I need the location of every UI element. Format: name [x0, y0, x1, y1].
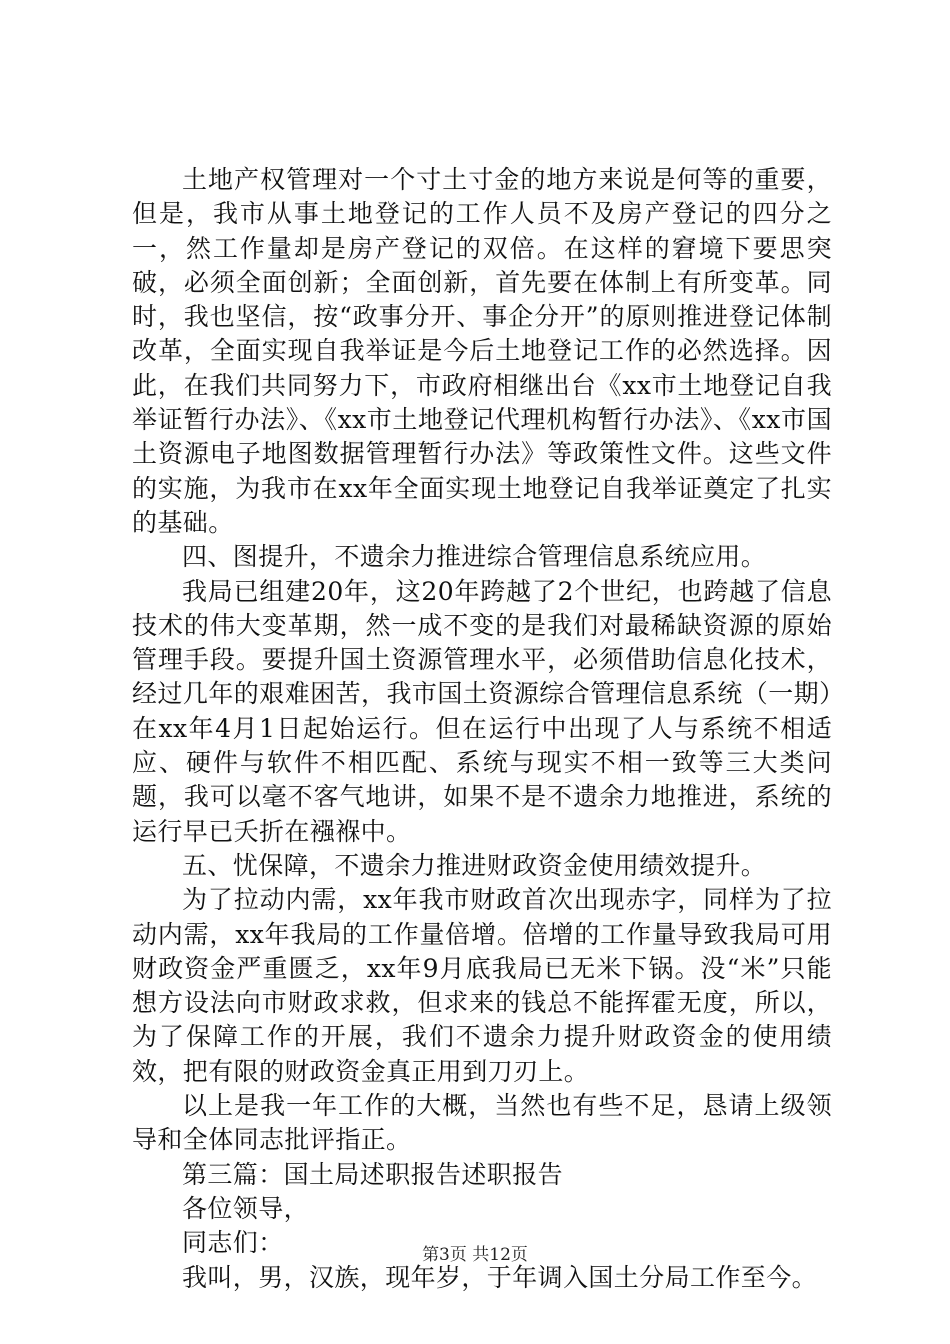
paragraph-land-registration: 土地产权管理对一个寸土寸金的地方来说是何等的重要，但是，我市从事土地登记的工作人员不及房产登记的四分之一，然工作量却是房产登记的双倍。在这样的窘境下要思突破，必须全面创新；全面创新，首先要在体制上有所变革。同时，我也坚信，按“政事分开、事企分开”的原则推进登记体制改革，全面实现自我举证是今后土地登记工作的必然选择。因此，在我们共同努力下，市政府相继出台《xx市土地登记自我举证暂行办法》、《xx市土地登记代理机构暂行办法》、《xx市国土资源电子地图数据管理暂行办法》等政策性文件。这些文件的实施，为我市在xx年全面实现土地登记自我举证奠定了扎实的基础。 — [132, 165, 832, 537]
heading-information-system: 四、图提升，不遗余力推进综合管理信息系统应用。 — [182, 542, 767, 572]
paragraph-self-introduction: 我叫，男，汉族，现年岁，于年调入国土分局工作至今。 — [182, 1262, 818, 1292]
page-number-footer: 第3页 共12页 — [422, 1245, 528, 1265]
salutation-comrades: 同志们： — [182, 1228, 284, 1258]
heading-fiscal-funds: 五、忧保障，不遗余力推进财政资金使用绩效提升。 — [182, 850, 767, 880]
paragraph-fiscal-funds: 为了拉动内需，xx年我市财政首次出现赤字，同样为了拉动内需，xx年我局的工作量倍增。倍增的工作量导致我局可用财政资金严重匮乏，xx年9月底我局已无米下锅。没“米”只能想方设法向市财政求救，但求来的钱总不能挥霍无度，所以，为了保障工作的开展，我们不遗余力提升财政资金的使用绩效，把有限的财政资金真正用到刀刃上。 — [132, 885, 832, 1086]
document-body — [132, 163, 832, 1295]
paragraph-information-system: 我局已组建20年，这20年跨越了2个世纪，也跨越了信息技术的伟大变革期，然一成不变的是我们对最稀缺资源的原始管理手段。要提升国土资源管理水平，必须借助信息化技术，经过几年的艰难困苦，我市国土资源综合管理信息系统（一期）在xx年4月1日起始运行。但在运行中出现了人与系统不相适应、硬件与软件不相匹配、系统与现实不相一致等三大类问题，我可以毫不客气地讲，如果不是不遗余力地推进，系统的运行早已夭折在襁褓中。 — [132, 576, 832, 846]
paragraph-closing: 以上是我一年工作的大概，当然也有些不足，恳请上级领导和全体同志批评指正。 — [132, 1091, 832, 1155]
section-title-third-article: 第三篇：国土局述职报告述职报告 — [182, 1159, 564, 1189]
salutation-leaders: 各位领导， — [182, 1193, 310, 1223]
